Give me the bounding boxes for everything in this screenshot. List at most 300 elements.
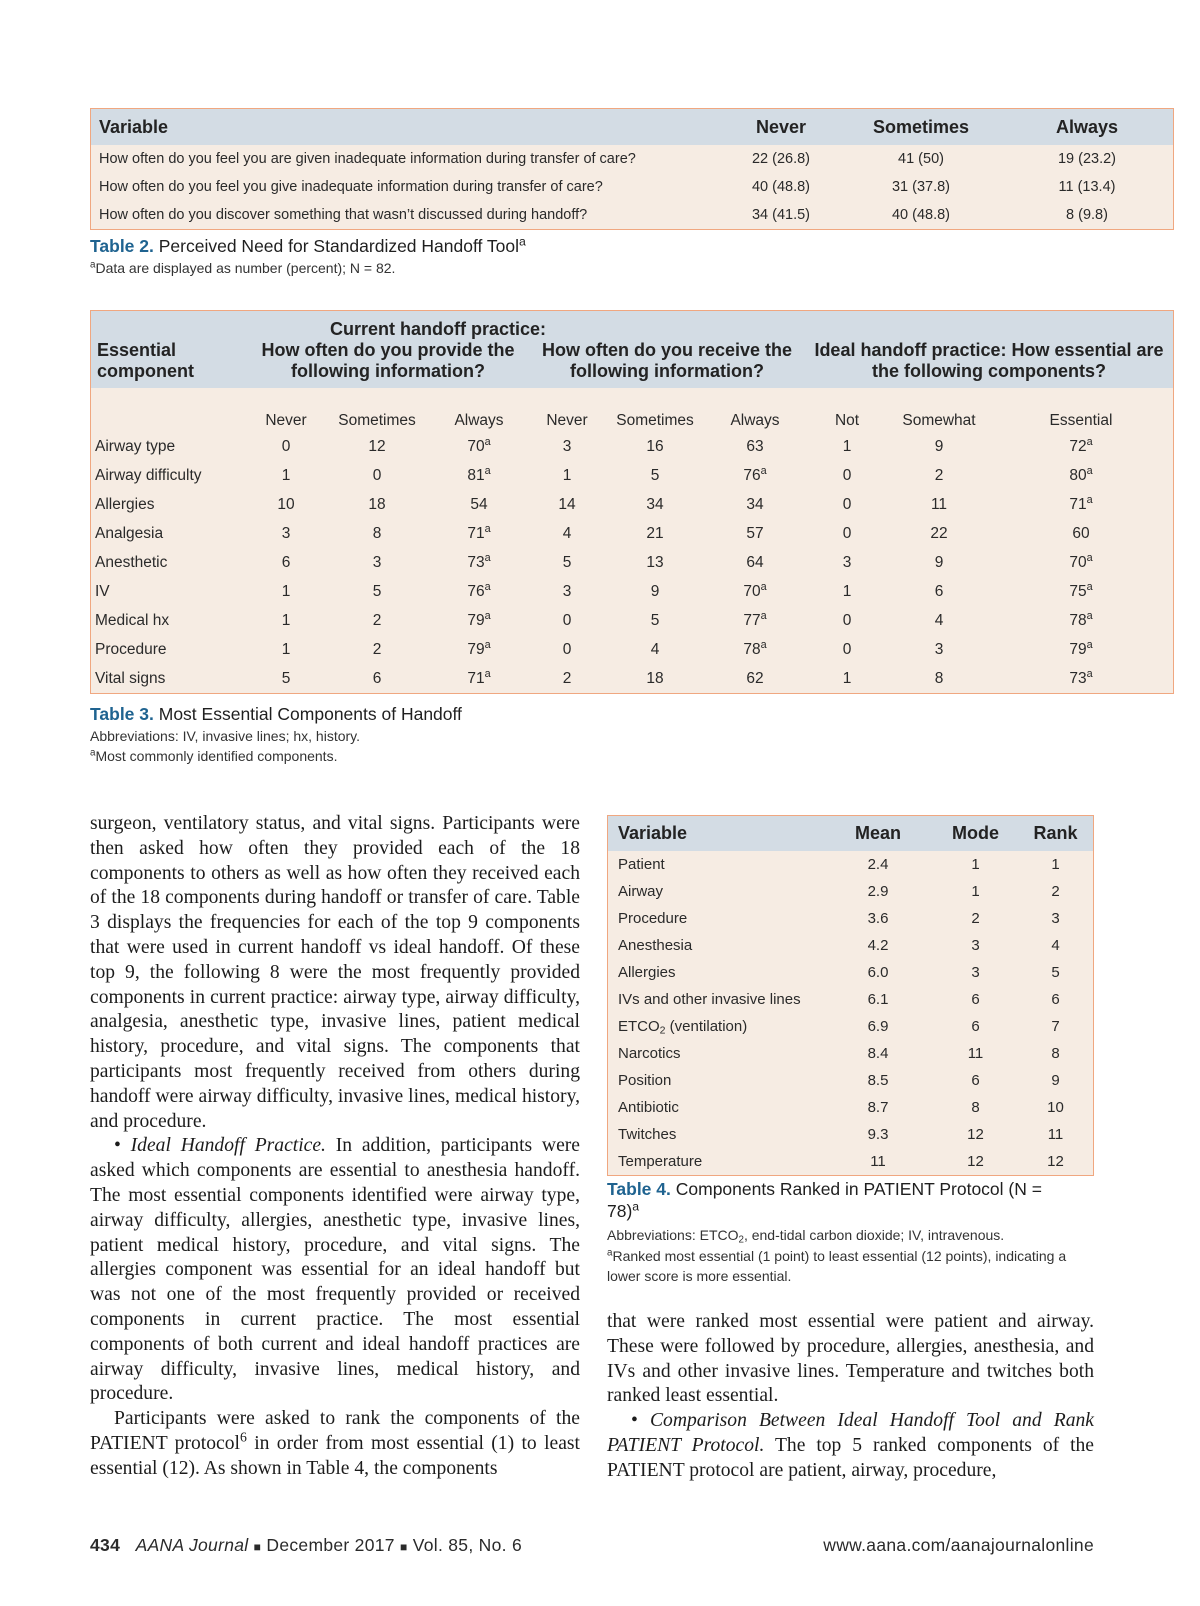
table-cell: [247, 461, 325, 490]
table-cell: 1: [1051, 856, 1060, 873]
cell-value: 4: [562, 524, 572, 542]
cell-value: 9: [650, 582, 660, 600]
table-cell: [325, 635, 429, 664]
table-cell: Allergies: [618, 964, 676, 981]
table-cell: Twitches: [618, 1126, 677, 1143]
separator: ■: [253, 1540, 262, 1554]
table-cell: [989, 664, 1173, 693]
table-cell: 6.1: [867, 991, 889, 1008]
footnote-marker: a: [484, 667, 491, 680]
table-cell: [325, 432, 429, 461]
cell-value: 21: [646, 524, 664, 542]
cell-value: 72: [1069, 437, 1087, 455]
footnote-marker: a: [760, 609, 767, 622]
table-cell: [989, 635, 1173, 664]
table-cell: [889, 432, 989, 461]
cell-value: 80: [1069, 466, 1087, 484]
table-cell: 31 (37.8): [891, 179, 951, 195]
table-cell: [605, 490, 705, 519]
table-cell: [805, 548, 889, 577]
cell-value: 2: [372, 611, 382, 629]
table-cell: [529, 577, 605, 606]
table-cell: [429, 548, 529, 577]
footnote-marker: a: [1086, 464, 1093, 477]
table-cell: [605, 664, 705, 693]
cell-value: 2: [934, 466, 944, 484]
cell-value: 71: [467, 669, 485, 687]
cell-value: 76: [743, 466, 761, 484]
table-row: [608, 959, 1093, 986]
table-cell: [705, 548, 805, 577]
footnote-marker: a: [484, 580, 491, 593]
table-cell: [705, 664, 805, 693]
right-paragraph-1: that were ranked most essential were patient and airway. These were followed by procedure, allergies, anesthesia, and IVs and other invasive lines. Temperature and twitches both ranked least essential.: [607, 1311, 1094, 1407]
t2-header-always: Always: [1001, 109, 1173, 145]
cell-value: 6: [372, 669, 382, 687]
cell-value: 81: [467, 466, 485, 484]
cell-value: 0: [562, 640, 572, 658]
table-row: [91, 577, 1173, 606]
left-column: [90, 812, 580, 1482]
table-cell: [429, 635, 529, 664]
cell-value: 71: [1069, 495, 1087, 513]
table-cell: Patient: [618, 856, 665, 873]
table-cell: [989, 461, 1173, 490]
table-cell: [529, 490, 605, 519]
t3-header-provide-a: Current handoff practice:: [329, 319, 547, 339]
table-cell: How often do you feel you are given inadequate information during transfer of care?: [99, 151, 636, 167]
section-head-comparison: Comparison Between Ideal Handoff Tool and Rank PATIENT Protocol.: [607, 1410, 1094, 1456]
component-name: Anesthetic: [95, 553, 168, 571]
table-cell: 12: [1047, 1153, 1064, 1170]
cell-value: 2: [372, 640, 382, 658]
component-name: Airway difficulty: [95, 466, 202, 484]
cell-value: 13: [646, 553, 664, 571]
cell-value: 12: [368, 437, 386, 455]
t4-body: [608, 851, 1093, 1175]
paragraph-text-b: in order from most essential (1) to least essential (12). As shown in Table 4, the components: [90, 1432, 580, 1479]
cell-value: 3: [281, 524, 291, 542]
table-cell: [247, 577, 325, 606]
cell-value: 0: [281, 437, 291, 455]
table-cell: 8.7: [867, 1099, 889, 1116]
table-cell: 8: [971, 1099, 980, 1116]
t3-header-provide-b: How often do you provide the following information?: [261, 340, 515, 381]
cell-value: 9: [934, 553, 944, 571]
cell-value: 70: [467, 437, 485, 455]
table-cell: [325, 461, 429, 490]
table-2-note: [90, 258, 395, 278]
cell-value: 79: [467, 640, 485, 658]
table-cell: [889, 519, 989, 548]
table-cell: [605, 635, 705, 664]
journal-name: AANA Journal: [135, 1535, 249, 1555]
table-cell: [429, 519, 529, 548]
t3-subheader: Always: [730, 412, 780, 429]
table-cell: 19 (23.2): [1057, 151, 1117, 167]
table-row: [91, 519, 1173, 548]
cell-value: 4: [650, 640, 660, 658]
table-cell: 3: [971, 937, 980, 954]
table-cell: IVs and other invasive lines: [618, 991, 801, 1008]
table-cell: [529, 635, 605, 664]
caption-sup: a: [632, 1199, 640, 1214]
table-cell: [805, 606, 889, 635]
t2-header-never: Never: [721, 109, 841, 145]
cell-value: 3: [562, 582, 572, 600]
table-row: [608, 878, 1093, 905]
table-cell: [889, 461, 989, 490]
paragraph-text: The top 5 ranked components of the PATIENT protocol are patient, airway, procedure,: [607, 1434, 1095, 1481]
table-cell: [325, 606, 429, 635]
table-cell: Airway: [618, 883, 664, 900]
cell-value: 18: [368, 495, 386, 513]
footnote-marker: a: [484, 435, 491, 448]
table-cell: [605, 577, 705, 606]
table-cell: 12: [967, 1153, 984, 1170]
table-cell: [325, 577, 429, 606]
cell-value: 3: [842, 553, 852, 571]
cell-value: 73: [467, 553, 485, 571]
cell-value: 1: [281, 582, 291, 600]
table-row: [608, 1094, 1093, 1121]
table-cell: Antibiotic: [618, 1099, 679, 1116]
table-cell: 6.0: [867, 964, 889, 981]
table-cell: [805, 577, 889, 606]
cell-value: 77: [743, 611, 761, 629]
cell-value: 1: [842, 437, 852, 455]
table-cell: 3.6: [867, 910, 889, 927]
table-cell: [705, 432, 805, 461]
footnote-marker: a: [760, 638, 767, 651]
footnote-marker: a: [760, 464, 767, 477]
cell-value: 57: [746, 524, 764, 542]
table-cell: 7: [1051, 1018, 1060, 1035]
paragraph-text-a: Participants were asked to rank the components of the PATIENT protocol: [90, 1408, 580, 1454]
footnote-marker: a: [484, 609, 491, 622]
table-row: [608, 986, 1093, 1013]
table-cell: 4.2: [867, 937, 889, 954]
cell-value: 1: [281, 640, 291, 658]
t3-subheader-row: [91, 388, 1173, 432]
table-cell: 6: [971, 991, 980, 1008]
page-number: 434: [90, 1535, 121, 1555]
table-4-caption: [607, 1178, 1077, 1222]
issue-date: December 2017: [266, 1535, 395, 1555]
subscript: 2: [659, 1024, 666, 1037]
t3-body: [91, 388, 1173, 693]
cell-value: 5: [562, 553, 572, 571]
cell-value: 71: [467, 524, 485, 542]
cell-value: 34: [746, 495, 764, 513]
table-cell: 8.4: [867, 1045, 889, 1062]
table-cell: 34 (41.5): [751, 207, 811, 223]
t3-header-essential: Essential component: [91, 311, 247, 388]
table-row: [608, 1067, 1093, 1094]
cell-value: 1: [842, 669, 852, 687]
table-cell: [805, 490, 889, 519]
table-cell: 9.3: [867, 1126, 889, 1143]
cell-value: 0: [842, 495, 852, 513]
t3-header-receive: How often do you receive the following information?: [529, 311, 805, 388]
table-cell: [705, 606, 805, 635]
cell-value: 70: [1069, 553, 1087, 571]
table-cell: 2.9: [867, 883, 889, 900]
cell-value: 4: [934, 611, 944, 629]
table-cell: 22 (26.8): [751, 151, 811, 167]
table-cell: Position: [618, 1072, 672, 1089]
footer-left: [90, 1535, 522, 1556]
table-cell: 9: [1051, 1072, 1060, 1089]
note-sup: a: [607, 1247, 613, 1259]
cell-value: 79: [1069, 640, 1087, 658]
right-column: [607, 1310, 1094, 1484]
t2-header-sometimes: Sometimes: [841, 109, 1001, 145]
t3-subheader: Sometimes: [616, 412, 694, 429]
table-4-note: [607, 1246, 1077, 1286]
t3-header-provide: [247, 311, 547, 388]
t2-body: [91, 145, 1173, 229]
table-row: [608, 932, 1093, 959]
table-row: [608, 1121, 1093, 1148]
cell-value: 0: [562, 611, 572, 629]
note-text: Ranked most essential (1 point) to least essential (12 points), indicating a lower score is more essential.: [607, 1248, 1067, 1284]
footnote-marker: a: [1086, 638, 1093, 651]
cell-value: 8: [372, 524, 382, 542]
cell-value: 0: [842, 524, 852, 542]
bullet: •: [631, 1410, 638, 1432]
t3-subheader: Not: [834, 412, 860, 429]
cell-value: 60: [1072, 524, 1090, 542]
table-cell: [247, 635, 325, 664]
component-name: Airway type: [95, 437, 176, 455]
table-row: [608, 851, 1093, 878]
t3-subheader: Essential: [1049, 412, 1113, 429]
footnote-marker: a: [484, 551, 491, 564]
table-row: [91, 145, 1173, 173]
table-cell: [989, 577, 1173, 606]
table-4-abbrev: Abbreviations: $ETCO_2$, end-tidal carbon dioxide; IV, intravenous.: [607, 1227, 1005, 1246]
table-cell: [705, 490, 805, 519]
table-cell: 2.4: [867, 856, 889, 873]
cell-value: 9: [934, 437, 944, 455]
table-cell: [705, 519, 805, 548]
bullet: •: [114, 1135, 121, 1157]
t3-subheader: Always: [454, 412, 504, 429]
caption-sup: a: [519, 234, 526, 249]
table-cell: Anesthesia: [618, 937, 693, 954]
table-cell: [805, 432, 889, 461]
footnote-marker: a: [484, 522, 491, 535]
table-cell: Temperature: [618, 1153, 703, 1170]
cell-value: 34: [646, 495, 664, 513]
footnote-marker: a: [1086, 435, 1093, 448]
cell-value: 78: [1069, 611, 1087, 629]
table-cell: [429, 664, 529, 693]
table-cell: 4: [1051, 937, 1060, 954]
table-cell: 2: [971, 910, 980, 927]
table-row: [608, 1040, 1093, 1067]
table-cell: [889, 606, 989, 635]
cell-value: 0: [842, 611, 852, 629]
separator: ■: [399, 1540, 408, 1554]
table-row: [91, 548, 1173, 577]
table-cell: [989, 519, 1173, 548]
table-cell: [705, 577, 805, 606]
left-paragraph-3: [90, 1407, 580, 1481]
paragraph-text: In addition, participants were asked which components are essential to anesthesia handoff. The most essential components identified were airway type, airway difficulty, allergies, anesthetic type, invasive lines, patient medical history, procedure, and vital signs. The allergies component was essential for an ideal handoff but was not one of the most frequently provided or received components in current practice. The most essential components of both current and ideal handoff practices are airway difficulty, invasive lines, medical history, and procedure.: [90, 1135, 580, 1405]
table-cell: 11: [967, 1045, 984, 1062]
cell-value: 62: [746, 669, 764, 687]
left-paragraph-2: [90, 1134, 580, 1407]
footer-url: www.aana.com/aanajournalonline: [823, 1535, 1094, 1555]
table-cell: 3: [971, 964, 980, 981]
table-cell: [529, 606, 605, 635]
t2-header-variable: Variable: [91, 109, 721, 145]
table-3: [90, 310, 1174, 694]
cell-value: 1: [562, 466, 572, 484]
component-name: Allergies: [95, 495, 155, 513]
cell-value: 73: [1069, 669, 1087, 687]
table-cell: [989, 432, 1173, 461]
table-cell: [247, 548, 325, 577]
cell-value: 3: [934, 640, 944, 658]
table-row: [91, 664, 1173, 693]
table-cell: 41 (50): [898, 151, 944, 167]
cell-value: 5: [372, 582, 382, 600]
table-cell: 8: [1051, 1045, 1060, 1062]
table-row: [91, 432, 1173, 461]
table-cell: [325, 664, 429, 693]
cell-value: 22: [930, 524, 948, 542]
t3-header-ideal: Ideal handoff practice: How essential are the following components?: [805, 311, 1173, 388]
cell-value: 1: [281, 611, 291, 629]
component-name: Vital signs: [95, 669, 166, 687]
t4-header-mean: Mean: [823, 816, 933, 851]
table-cell: [429, 461, 529, 490]
cell-value: 8: [934, 669, 944, 687]
table-cell: 5: [1051, 964, 1060, 981]
cell-value: 0: [842, 466, 852, 484]
footnote-marker: a: [1086, 667, 1093, 680]
table-cell: [325, 519, 429, 548]
table-cell: 1: [971, 856, 980, 873]
footnote-marker: a: [1086, 609, 1093, 622]
caption-label: Table 2.: [90, 236, 154, 256]
table-row: [91, 173, 1173, 201]
table-cell: [429, 606, 529, 635]
component-name: IV: [95, 582, 110, 600]
table-cell: [889, 577, 989, 606]
table-cell: [705, 635, 805, 664]
cell-value: 18: [646, 669, 664, 687]
table-cell: [805, 461, 889, 490]
table-4: [607, 815, 1094, 1176]
table-cell: [989, 548, 1173, 577]
cell-value: 63: [746, 437, 764, 455]
cell-value: 0: [372, 466, 382, 484]
table-cell: 6: [1051, 991, 1060, 1008]
table-row: [91, 201, 1173, 229]
table-cell: [805, 664, 889, 693]
t3-subheader: Never: [546, 412, 588, 429]
table-row: [608, 1148, 1093, 1175]
table-cell: [529, 519, 605, 548]
cell-value: 5: [281, 669, 291, 687]
footnote-marker: a: [1086, 493, 1093, 506]
table-cell: [325, 490, 429, 519]
caption-text: Perceived Need for Standardized Handoff Tool: [158, 236, 520, 256]
table-cell: [805, 635, 889, 664]
cell-value: 0: [842, 640, 852, 658]
note-sup: a: [90, 747, 96, 759]
caption-text: Components Ranked in PATIENT Protocol (N = 78): [607, 1179, 1042, 1221]
cell-value: 3: [562, 437, 572, 455]
table-cell: [889, 548, 989, 577]
cell-value: 64: [746, 553, 764, 571]
table-cell: [605, 432, 705, 461]
table-cell: How often do you discover something that wasn’t discussed during handoff?: [99, 207, 588, 223]
table-cell: [805, 519, 889, 548]
cell-value: 54: [470, 495, 488, 513]
table-cell: [325, 548, 429, 577]
footnote-marker: a: [1086, 580, 1093, 593]
table-cell: [605, 606, 705, 635]
t3-subheader: Sometimes: [338, 412, 416, 429]
table-cell: 11: [870, 1153, 886, 1170]
table-cell: [247, 432, 325, 461]
t4-header-rank: Rank: [1018, 816, 1093, 851]
table-cell: 6: [971, 1072, 980, 1089]
cell-value: 6: [934, 582, 944, 600]
table-2: [90, 108, 1174, 230]
table-cell: Narcotics: [618, 1045, 681, 1062]
table-cell: 8 (9.8): [1066, 207, 1108, 223]
table-cell: [529, 548, 605, 577]
table-cell: 12: [967, 1126, 984, 1143]
component-name: Medical hx: [95, 611, 170, 629]
table-cell: How often do you feel you give inadequate information during transfer of care?: [99, 179, 603, 195]
table-cell: [889, 664, 989, 693]
right-paragraph-2: [607, 1409, 1094, 1483]
table-cell: [429, 490, 529, 519]
table-cell: [247, 490, 325, 519]
table-row: [608, 1013, 1093, 1040]
note-text: Most commonly identified components.: [95, 748, 338, 764]
table-cell: 11: [1047, 1126, 1064, 1143]
volume: Vol. 85, No. 6: [412, 1535, 522, 1555]
table-row: [91, 635, 1173, 664]
t4-header-mode: Mode: [933, 816, 1018, 851]
subscript: 2: [738, 1234, 744, 1246]
section-head-ideal: Ideal Handoff Practice.: [130, 1135, 326, 1157]
table-row: [608, 905, 1093, 932]
table-row: [91, 606, 1173, 635]
caption-label: Table 4.: [607, 1179, 671, 1199]
table-cell: 3: [1051, 910, 1060, 927]
table-3-caption: [90, 704, 462, 725]
table-cell: [429, 577, 529, 606]
cell-value: 5: [650, 466, 660, 484]
component-name: Analgesia: [95, 524, 164, 542]
table-2-caption: [90, 236, 526, 257]
cell-value: 1: [281, 466, 291, 484]
table-cell: $ETCO_2$ (ventilation): [618, 1018, 748, 1037]
t4-header-variable: Variable: [608, 816, 823, 851]
table-cell: [529, 432, 605, 461]
t3-subheader: Somewhat: [902, 412, 976, 429]
ref-6: 6: [239, 1429, 247, 1445]
